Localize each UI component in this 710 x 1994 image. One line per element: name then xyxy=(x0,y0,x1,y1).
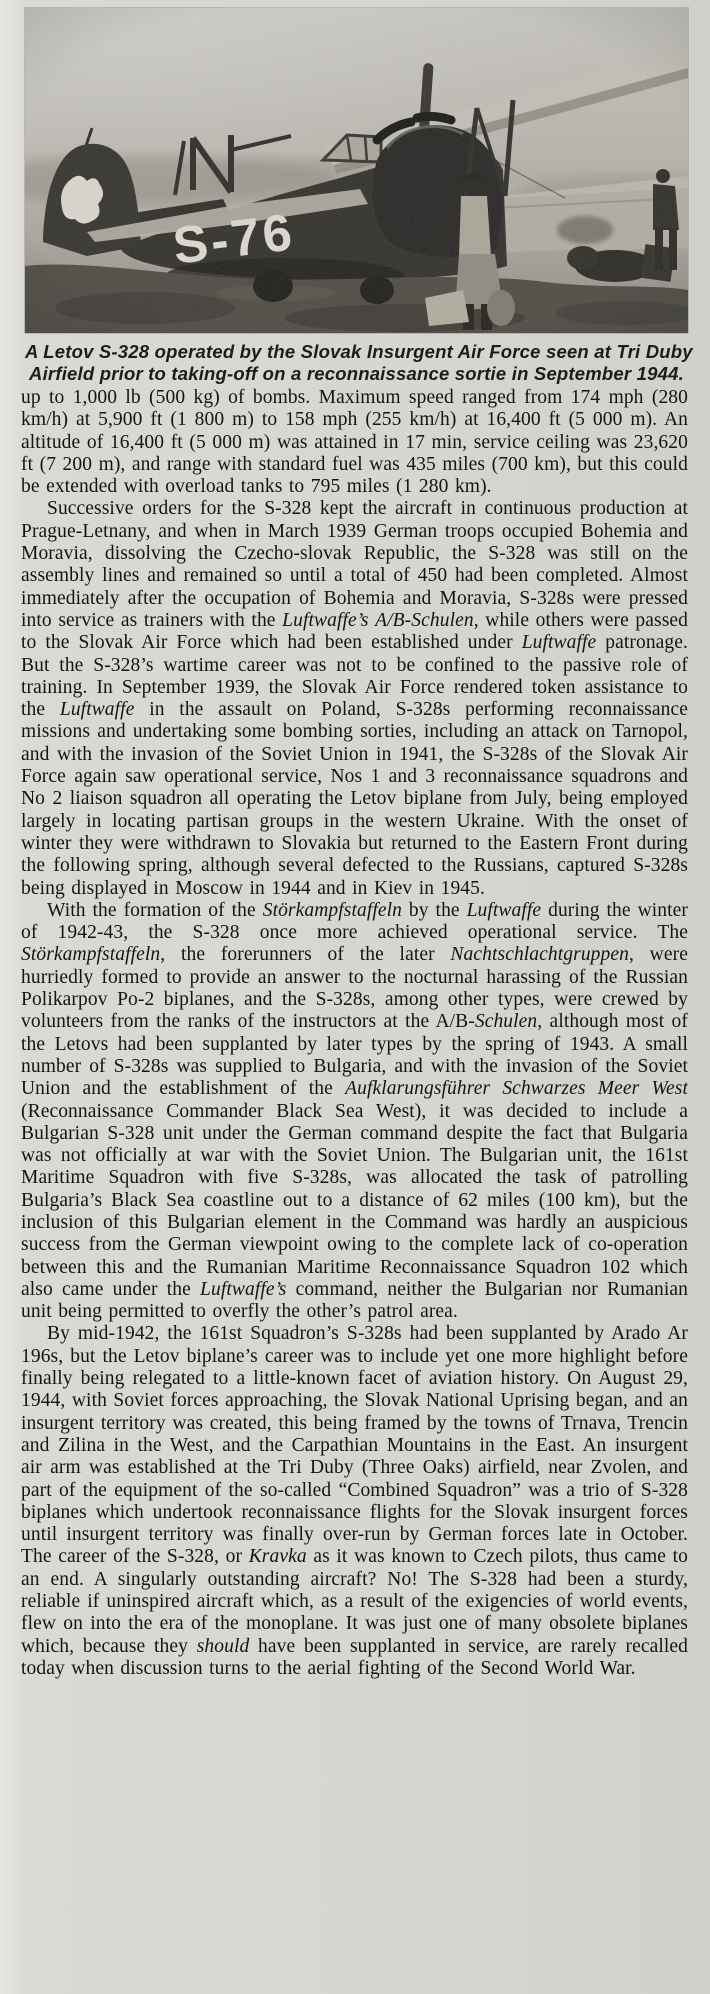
italic-text-run: Luftwaffe xyxy=(466,899,542,921)
italic-text-run: Luftwaffe xyxy=(59,699,135,721)
italic-text-run: Luftwaffe xyxy=(521,632,597,654)
text-run: in the assault on Poland, S-328s performing reconnaissance missions and undertaking some bombing sorties, including an attack on Tarnopol, and with the invasion of the Soviet Union in 1941, the S-328s of the Slovak Air Force again saw operational service, Nos 1 and 3 reconnaissance squadrons and No 2 liaison squadron all operating the Letov biplane from July, being employed largely in locating partisan groups in the western Ukraine. With the onset of winter they were withdrawn to Slovakia but returned to the Eastern Front during the following spring, although several defected to the Russians, captured S-328s being displayed in Moscow in 1944 and in Kiev in 1945. xyxy=(21,699,688,899)
italic-text-run: Störkampfstaffeln xyxy=(21,944,161,966)
text-run: With the formation of the xyxy=(47,899,263,921)
italic-text-run: should xyxy=(196,1635,250,1657)
italic-text-run: A/B-Schulen xyxy=(375,609,474,631)
italic-text-run: Nachtschlachtgruppen xyxy=(450,944,629,966)
text-run: during the winter of 1942-43, the S-328 once more achieved operational service. The xyxy=(21,899,688,944)
paragraph xyxy=(21,387,688,498)
text-run: , although most of the Letovs had been supplanted by later types by the spring of 1943. A small number of S-328s was supplied to Bulgaria, and with the invasion of the Soviet Union and the establishment of the xyxy=(21,1011,688,1100)
paragraph xyxy=(21,900,688,1324)
text-run: Successive orders for the S-328 kept the aircraft in continuous production at Prague-Letnany, and when in March 1939 German troops occupied Bohemia and Moravia, dissolving the Czecho-slovak Republic, the S-328 was still on the assembly lines and remained so until a total of 450 had been completed. Almost immediately after the occupation of Bohemia and Moravia, S-328s were pressed into service as trainers with the xyxy=(21,498,688,631)
photo-caption-line2: Airfield prior to taking-off on a reconnaissance sortie in September 1944. xyxy=(29,362,684,384)
text-run: by the xyxy=(402,899,467,921)
text-run: , while others were passed to the Slovak Air Force which had been established under xyxy=(21,609,689,654)
italic-text-run: Luftwaffe’s xyxy=(282,609,369,631)
photo-caption-line1: A Letov S-328 operated by the Slovak Insurgent Air Force seen at Tri Duby xyxy=(25,341,693,362)
text-run: By mid-1942, the 161st Squadron’s S-328s had been supplanted by Arado Ar 196s, but the Letov biplane’s career was to include yet one more highlight before finally being relegated to a little-known facet of aviation history. On August 29, 1944, with Soviet forces approaching, the Slovak National Uprising began, and an insurgent territory was created, this being framed by the towns of Trnava, Trencin and Zilina in the West, and the Carpathian Mountains in the East. An insurgent air arm was established at the Tri Duby (Three Oaks) airfield, near Zvolen, and part of the equipment of the so-called “Combined Squadron” was a trio of S-328 biplanes which undertook reconnaissance flights for the Slovak insurgent forces until insurgent territory was finally over-run by German forces late in October. The career of the S-328, or xyxy=(21,1323,688,1568)
italic-text-run: Kravka xyxy=(248,1546,307,1568)
paragraph xyxy=(21,498,688,899)
italic-text-run: Luftwaffe’s xyxy=(200,1278,287,1300)
aircraft-photo-art xyxy=(25,8,688,333)
photo-caption xyxy=(25,341,693,384)
text-run: have been supplanted in service, are rarely recalled today when discussion turns to the aerial fighting of the Second World War. xyxy=(21,1635,689,1679)
text-run: up to 1,000 lb (500 kg) of bombs. Maximum speed ranged from 174 mph (280 km/h) at 5,900 ft (1 800 m) to 158 mph (255 km/h) at 16,400 ft (5 000 m). An altitude of 16,400 ft (5 000 m) was attained in 17 min, service ceiling was 23,620 ft (7 200 m), and range with standard fuel was 435 miles (700 km), but this could be extended with overload tanks to 795 miles (1 280 km). xyxy=(21,387,688,498)
article-body xyxy=(21,387,688,1680)
italic-text-run: Störkampfstaffeln xyxy=(262,899,402,921)
text-run: (Reconnaissance Commander Black Sea West), it was decided to include a Bulgarian S-328 unit under the German command despite the fact that Bulgaria was not officially at war with the Soviet Union. The Bulgarian unit, the 161st Maritime Squadron with five S-328s, was allocated the task of patrolling Bulgaria’s Black Sea coastline out to a distance of 62 miles (100 km), but the inclusion of this Bulgarian element in the Command was hardly an auspicious success from the German viewpoint owing to the complete lack of co-operation between this and the Rumanian Maritime Reconnaissance Squadron 102 which also came under the xyxy=(21,1100,688,1300)
text-run: patronage. But the S-328’s wartime career was not to be confined to the passive role of training. In September 1939, the Slovak Air Force rendered token assistance to the xyxy=(21,632,689,721)
text-run: command, neither the Bulgarian nor Rumanian unit being permitted to overfly the other’s patrol area. xyxy=(21,1278,688,1323)
text-run: as it was known to Czech pilots, thus came to an end. A singularly outstanding aircraft? No! The S-328 had been a sturdy, reliable if uninspired aircraft which, as a result of the exigencies of world events, flew on into the era of the monoplane. It was just one of many obsolete biplanes which, because they xyxy=(21,1546,689,1657)
italic-text-run: Aufklarungsführer Schwarzes Meer West xyxy=(345,1078,688,1100)
text-run: , the forerunners of the later xyxy=(160,944,451,966)
paragraph xyxy=(21,1323,688,1680)
text-run: , were hurriedly formed to provide an answer to the nocturnal harassing of the Russian Polikarpov Po-2 biplanes, and the S-328s, among other types, were crewed by volunteers from the ranks of the instructors at the A/B- xyxy=(21,944,688,1033)
aircraft-photo xyxy=(25,8,688,333)
italic-text-run: Schulen xyxy=(474,1011,538,1033)
